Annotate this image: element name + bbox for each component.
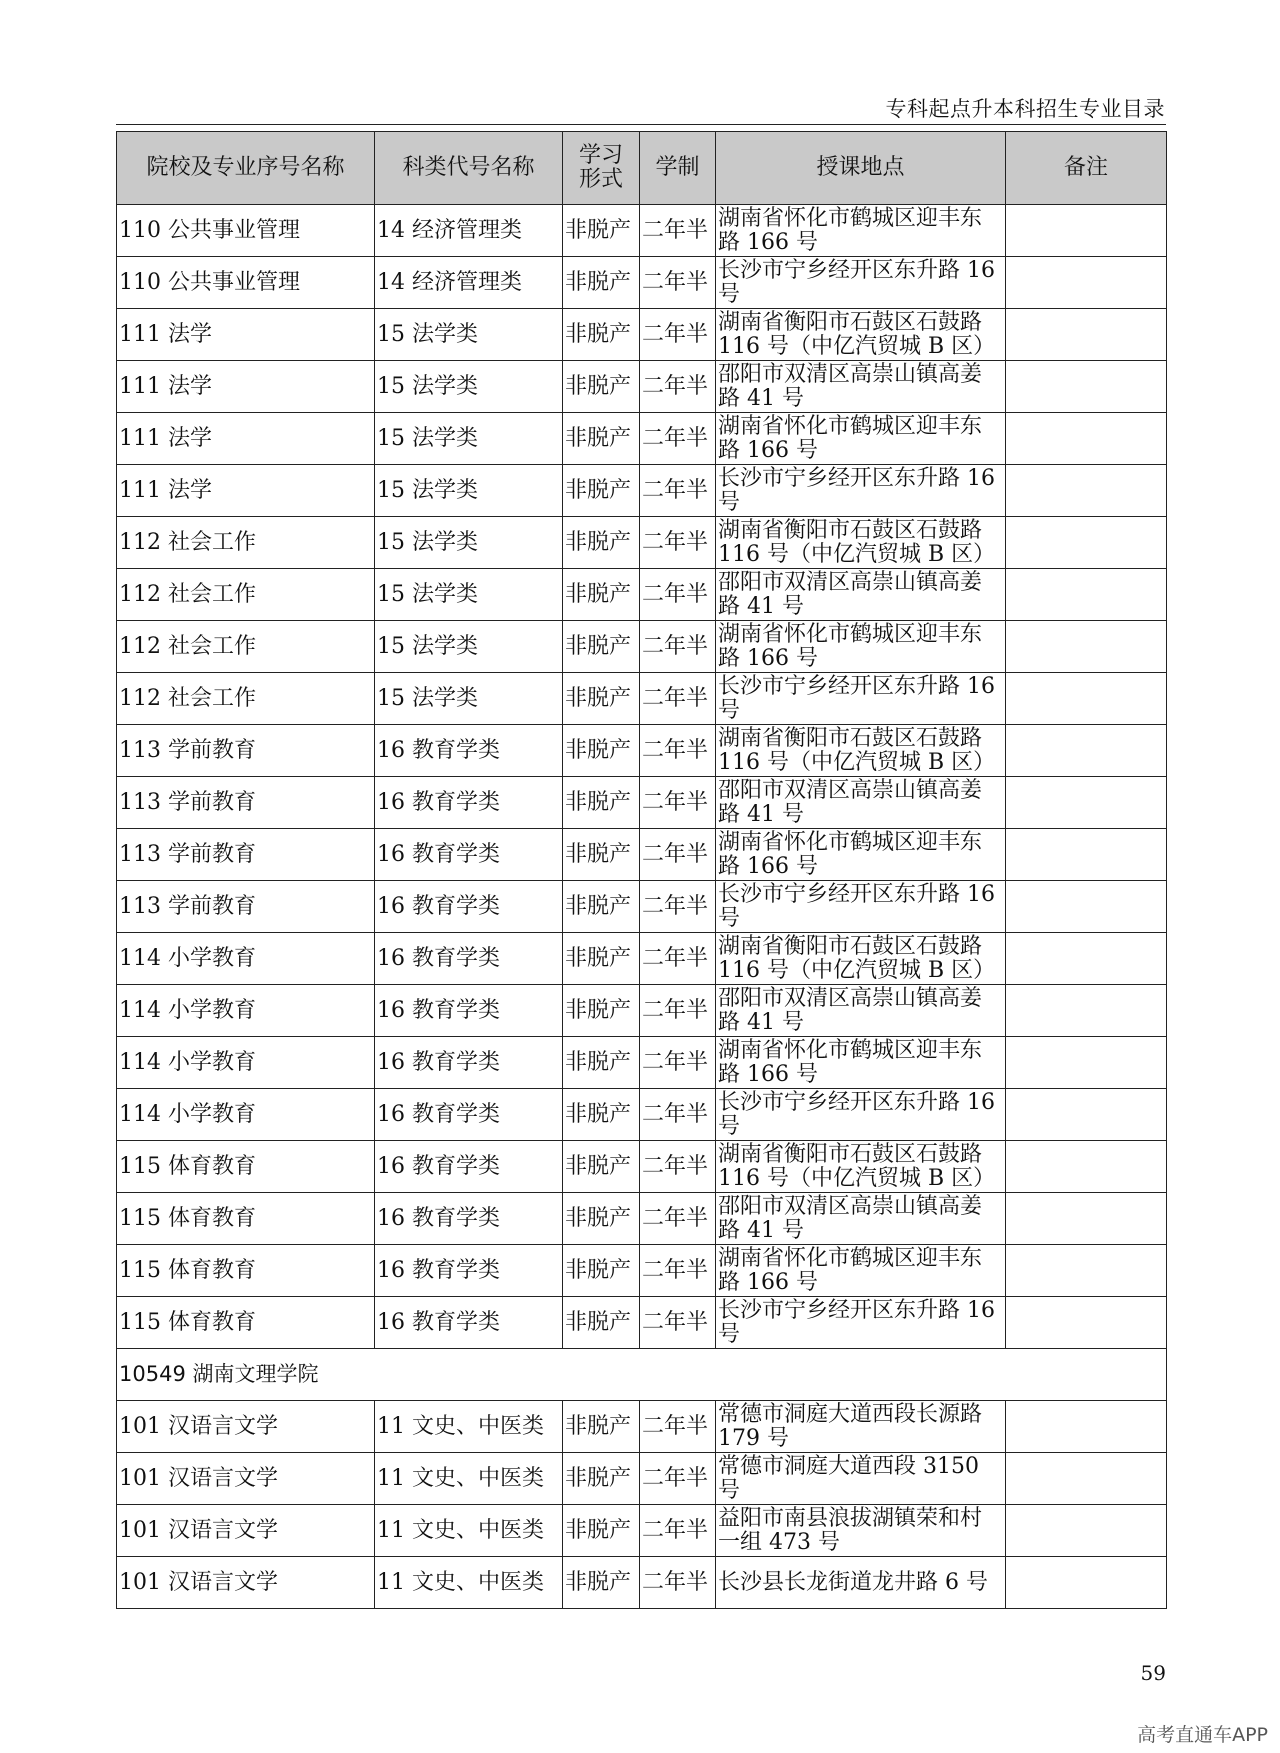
cell-location: 长沙市宁乡经开区东升路 16 号 [716, 881, 1006, 933]
column-header-category: 科类代号名称 [375, 132, 563, 205]
cell-note [1006, 413, 1167, 465]
table-row [117, 257, 1167, 309]
cell-form: 非脱产 [563, 1297, 640, 1349]
cell-form: 非脱产 [563, 465, 640, 517]
table-row [117, 829, 1167, 881]
column-header-location: 授课地点 [716, 132, 1006, 205]
cell-major: 111 法学 [117, 309, 375, 361]
cell-form: 非脱产 [563, 257, 640, 309]
cell-category: 14 经济管理类 [375, 205, 563, 257]
table-row [117, 725, 1167, 777]
cell-note [1006, 1505, 1167, 1557]
page-number: 59 [1140, 1661, 1166, 1685]
cell-category: 15 法学类 [375, 517, 563, 569]
cell-category: 11 文史、中医类 [375, 1453, 563, 1505]
cell-location: 湖南省怀化市鹤城区迎丰东路 166 号 [716, 621, 1006, 673]
table-row [117, 1401, 1167, 1453]
cell-major: 114 小学教育 [117, 985, 375, 1037]
table-row [117, 985, 1167, 1037]
cell-duration: 二年半 [640, 1245, 716, 1297]
cell-duration: 二年半 [640, 1037, 716, 1089]
cell-category: 16 教育学类 [375, 881, 563, 933]
cell-note [1006, 1297, 1167, 1349]
cell-major: 111 法学 [117, 413, 375, 465]
cell-location: 湖南省衡阳市石鼓区石鼓路 116 号（中亿汽贸城 B 区） [716, 933, 1006, 985]
cell-location: 常德市洞庭大道西段长源路 179 号 [716, 1401, 1006, 1453]
column-header-form-line2: 形式 [578, 167, 623, 192]
cell-major: 115 体育教育 [117, 1297, 375, 1349]
cell-location: 湖南省衡阳市石鼓区石鼓路 116 号（中亿汽贸城 B 区） [716, 309, 1006, 361]
table-row [117, 309, 1167, 361]
cell-duration: 二年半 [640, 257, 716, 309]
column-header-duration: 学制 [640, 132, 716, 205]
cell-category: 15 法学类 [375, 673, 563, 725]
cell-note [1006, 569, 1167, 621]
cell-major: 101 汉语言文学 [117, 1401, 375, 1453]
cell-duration: 二年半 [640, 1505, 716, 1557]
cell-note [1006, 673, 1167, 725]
cell-form: 非脱产 [563, 881, 640, 933]
cell-major: 113 学前教育 [117, 777, 375, 829]
cell-major: 112 社会工作 [117, 517, 375, 569]
cell-category: 16 教育学类 [375, 1297, 563, 1349]
cell-note [1006, 257, 1167, 309]
cell-form: 非脱产 [563, 1557, 640, 1609]
cell-major: 101 汉语言文学 [117, 1453, 375, 1505]
cell-note [1006, 1401, 1167, 1453]
cell-note [1006, 881, 1167, 933]
column-header-form [563, 132, 640, 205]
cell-category: 16 教育学类 [375, 933, 563, 985]
cell-duration: 二年半 [640, 777, 716, 829]
cell-form: 非脱产 [563, 309, 640, 361]
cell-duration: 二年半 [640, 517, 716, 569]
table-row [117, 205, 1167, 257]
column-header-form-line1: 学习 [578, 142, 623, 168]
cell-duration: 二年半 [640, 1141, 716, 1193]
cell-duration: 二年半 [640, 569, 716, 621]
cell-form: 非脱产 [563, 829, 640, 881]
cell-location: 湖南省怀化市鹤城区迎丰东路 166 号 [716, 205, 1006, 257]
table-row [117, 1453, 1167, 1505]
cell-duration: 二年半 [640, 985, 716, 1037]
cell-note [1006, 1245, 1167, 1297]
cell-category: 15 法学类 [375, 309, 563, 361]
cell-major: 112 社会工作 [117, 673, 375, 725]
table-row [117, 881, 1167, 933]
cell-category: 16 教育学类 [375, 725, 563, 777]
table-row [117, 361, 1167, 413]
table-row [117, 517, 1167, 569]
cell-note [1006, 517, 1167, 569]
cell-note [1006, 933, 1167, 985]
cell-duration: 二年半 [640, 309, 716, 361]
cell-major: 113 学前教育 [117, 725, 375, 777]
cell-duration: 二年半 [640, 1089, 716, 1141]
cell-location: 邵阳市双清区高崇山镇高姜路 41 号 [716, 1193, 1006, 1245]
cell-note [1006, 1141, 1167, 1193]
cell-category: 15 法学类 [375, 413, 563, 465]
cell-location: 湖南省衡阳市石鼓区石鼓路 116 号（中亿汽贸城 B 区） [716, 517, 1006, 569]
cell-major: 115 体育教育 [117, 1245, 375, 1297]
cell-category: 15 法学类 [375, 569, 563, 621]
cell-note [1006, 1557, 1167, 1609]
cell-note [1006, 309, 1167, 361]
cell-major: 111 法学 [117, 465, 375, 517]
cell-category: 16 教育学类 [375, 1089, 563, 1141]
cell-category: 16 教育学类 [375, 1193, 563, 1245]
cell-duration: 二年半 [640, 413, 716, 465]
cell-duration: 二年半 [640, 1453, 716, 1505]
cell-location: 长沙市宁乡经开区东升路 16 号 [716, 1297, 1006, 1349]
cell-note [1006, 1453, 1167, 1505]
cell-location: 湖南省怀化市鹤城区迎丰东路 166 号 [716, 413, 1006, 465]
table-row [117, 1245, 1167, 1297]
table-row [117, 413, 1167, 465]
header-divider [116, 124, 1166, 125]
cell-form: 非脱产 [563, 673, 640, 725]
cell-major: 112 社会工作 [117, 621, 375, 673]
column-header-note: 备注 [1006, 132, 1167, 205]
cell-note [1006, 1037, 1167, 1089]
cell-major: 101 汉语言文学 [117, 1557, 375, 1609]
cell-location: 湖南省怀化市鹤城区迎丰东路 166 号 [716, 1245, 1006, 1297]
cell-major: 113 学前教育 [117, 881, 375, 933]
table-row [117, 1505, 1167, 1557]
cell-category: 16 教育学类 [375, 1037, 563, 1089]
cell-note [1006, 1089, 1167, 1141]
table-row [117, 621, 1167, 673]
cell-note [1006, 1193, 1167, 1245]
cell-category: 16 教育学类 [375, 829, 563, 881]
cell-category: 16 教育学类 [375, 1245, 563, 1297]
cell-major: 110 公共事业管理 [117, 205, 375, 257]
cell-major: 114 小学教育 [117, 1037, 375, 1089]
cell-major: 115 体育教育 [117, 1141, 375, 1193]
cell-major: 114 小学教育 [117, 933, 375, 985]
cell-major: 111 法学 [117, 361, 375, 413]
cell-note [1006, 621, 1167, 673]
cell-major: 114 小学教育 [117, 1089, 375, 1141]
cell-form: 非脱产 [563, 777, 640, 829]
cell-note [1006, 829, 1167, 881]
cell-major: 110 公共事业管理 [117, 257, 375, 309]
cell-location: 长沙县长龙街道龙井路 6 号 [716, 1557, 1006, 1609]
table-row [117, 1037, 1167, 1089]
cell-note [1006, 361, 1167, 413]
cell-location: 长沙市宁乡经开区东升路 16 号 [716, 673, 1006, 725]
cell-duration: 二年半 [640, 881, 716, 933]
cell-form: 非脱产 [563, 621, 640, 673]
cell-form: 非脱产 [563, 205, 640, 257]
table-row [117, 1193, 1167, 1245]
cell-location: 湖南省怀化市鹤城区迎丰东路 166 号 [716, 1037, 1006, 1089]
cell-major: 115 体育教育 [117, 1193, 375, 1245]
major-catalog-table [116, 131, 1167, 1609]
cell-form: 非脱产 [563, 1193, 640, 1245]
app-watermark: 高考直通车APP [1137, 1724, 1268, 1746]
cell-duration: 二年半 [640, 1557, 716, 1609]
cell-duration: 二年半 [640, 1401, 716, 1453]
cell-duration: 二年半 [640, 361, 716, 413]
cell-location: 长沙市宁乡经开区东升路 16 号 [716, 257, 1006, 309]
cell-duration: 二年半 [640, 673, 716, 725]
cell-category: 11 文史、中医类 [375, 1401, 563, 1453]
cell-duration: 二年半 [640, 725, 716, 777]
cell-category: 16 教育学类 [375, 777, 563, 829]
cell-form: 非脱产 [563, 361, 640, 413]
cell-form: 非脱产 [563, 1453, 640, 1505]
cell-form: 非脱产 [563, 1245, 640, 1297]
table-row [117, 569, 1167, 621]
table-row [117, 1141, 1167, 1193]
cell-location: 常德市洞庭大道西段 3150 号 [716, 1453, 1006, 1505]
cell-location: 邵阳市双清区高崇山镇高姜路 41 号 [716, 777, 1006, 829]
cell-note [1006, 777, 1167, 829]
cell-form: 非脱产 [563, 413, 640, 465]
cell-form: 非脱产 [563, 985, 640, 1037]
cell-location: 湖南省怀化市鹤城区迎丰东路 166 号 [716, 829, 1006, 881]
cell-major: 113 学前教育 [117, 829, 375, 881]
cell-location: 益阳市南县浪拔湖镇荣和村一组 473 号 [716, 1505, 1006, 1557]
cell-duration: 二年半 [640, 1193, 716, 1245]
cell-duration: 二年半 [640, 829, 716, 881]
table-row [117, 1557, 1167, 1609]
cell-form: 非脱产 [563, 1401, 640, 1453]
cell-note [1006, 205, 1167, 257]
table-header-row [117, 132, 1167, 205]
section-row [117, 1349, 1167, 1401]
cell-major: 112 社会工作 [117, 569, 375, 621]
cell-form: 非脱产 [563, 933, 640, 985]
cell-form: 非脱产 [563, 1089, 640, 1141]
cell-location: 邵阳市双清区高崇山镇高姜路 41 号 [716, 361, 1006, 413]
cell-duration: 二年半 [640, 621, 716, 673]
table-row [117, 777, 1167, 829]
cell-note [1006, 985, 1167, 1037]
cell-form: 非脱产 [563, 1505, 640, 1557]
cell-category: 15 法学类 [375, 361, 563, 413]
cell-form: 非脱产 [563, 1141, 640, 1193]
cell-note [1006, 465, 1167, 517]
cell-location: 长沙市宁乡经开区东升路 16 号 [716, 465, 1006, 517]
table-row [117, 673, 1167, 725]
cell-category: 14 经济管理类 [375, 257, 563, 309]
page-header-title: 专科起点升本科招生专业目录 [885, 97, 1165, 121]
cell-duration: 二年半 [640, 205, 716, 257]
cell-location: 长沙市宁乡经开区东升路 16 号 [716, 1089, 1006, 1141]
cell-duration: 二年半 [640, 465, 716, 517]
cell-category: 16 教育学类 [375, 1141, 563, 1193]
cell-location: 湖南省衡阳市石鼓区石鼓路 116 号（中亿汽贸城 B 区） [716, 1141, 1006, 1193]
cell-form: 非脱产 [563, 569, 640, 621]
cell-category: 16 教育学类 [375, 985, 563, 1037]
cell-category: 11 文史、中医类 [375, 1505, 563, 1557]
cell-note [1006, 725, 1167, 777]
table-row [117, 933, 1167, 985]
cell-category: 15 法学类 [375, 465, 563, 517]
cell-major: 101 汉语言文学 [117, 1505, 375, 1557]
cell-location: 邵阳市双清区高崇山镇高姜路 41 号 [716, 569, 1006, 621]
cell-form: 非脱产 [563, 1037, 640, 1089]
table-row [117, 1089, 1167, 1141]
column-header-major: 院校及专业序号名称 [117, 132, 375, 205]
section-institution: 10549 湖南文理学院 [117, 1349, 1167, 1401]
cell-location: 湖南省衡阳市石鼓区石鼓路 116 号（中亿汽贸城 B 区） [716, 725, 1006, 777]
cell-location: 邵阳市双清区高崇山镇高姜路 41 号 [716, 985, 1006, 1037]
cell-duration: 二年半 [640, 933, 716, 985]
table-row [117, 1297, 1167, 1349]
cell-category: 11 文史、中医类 [375, 1557, 563, 1609]
table-row [117, 465, 1167, 517]
cell-category: 15 法学类 [375, 621, 563, 673]
cell-form: 非脱产 [563, 517, 640, 569]
cell-duration: 二年半 [640, 1297, 716, 1349]
cell-form: 非脱产 [563, 725, 640, 777]
